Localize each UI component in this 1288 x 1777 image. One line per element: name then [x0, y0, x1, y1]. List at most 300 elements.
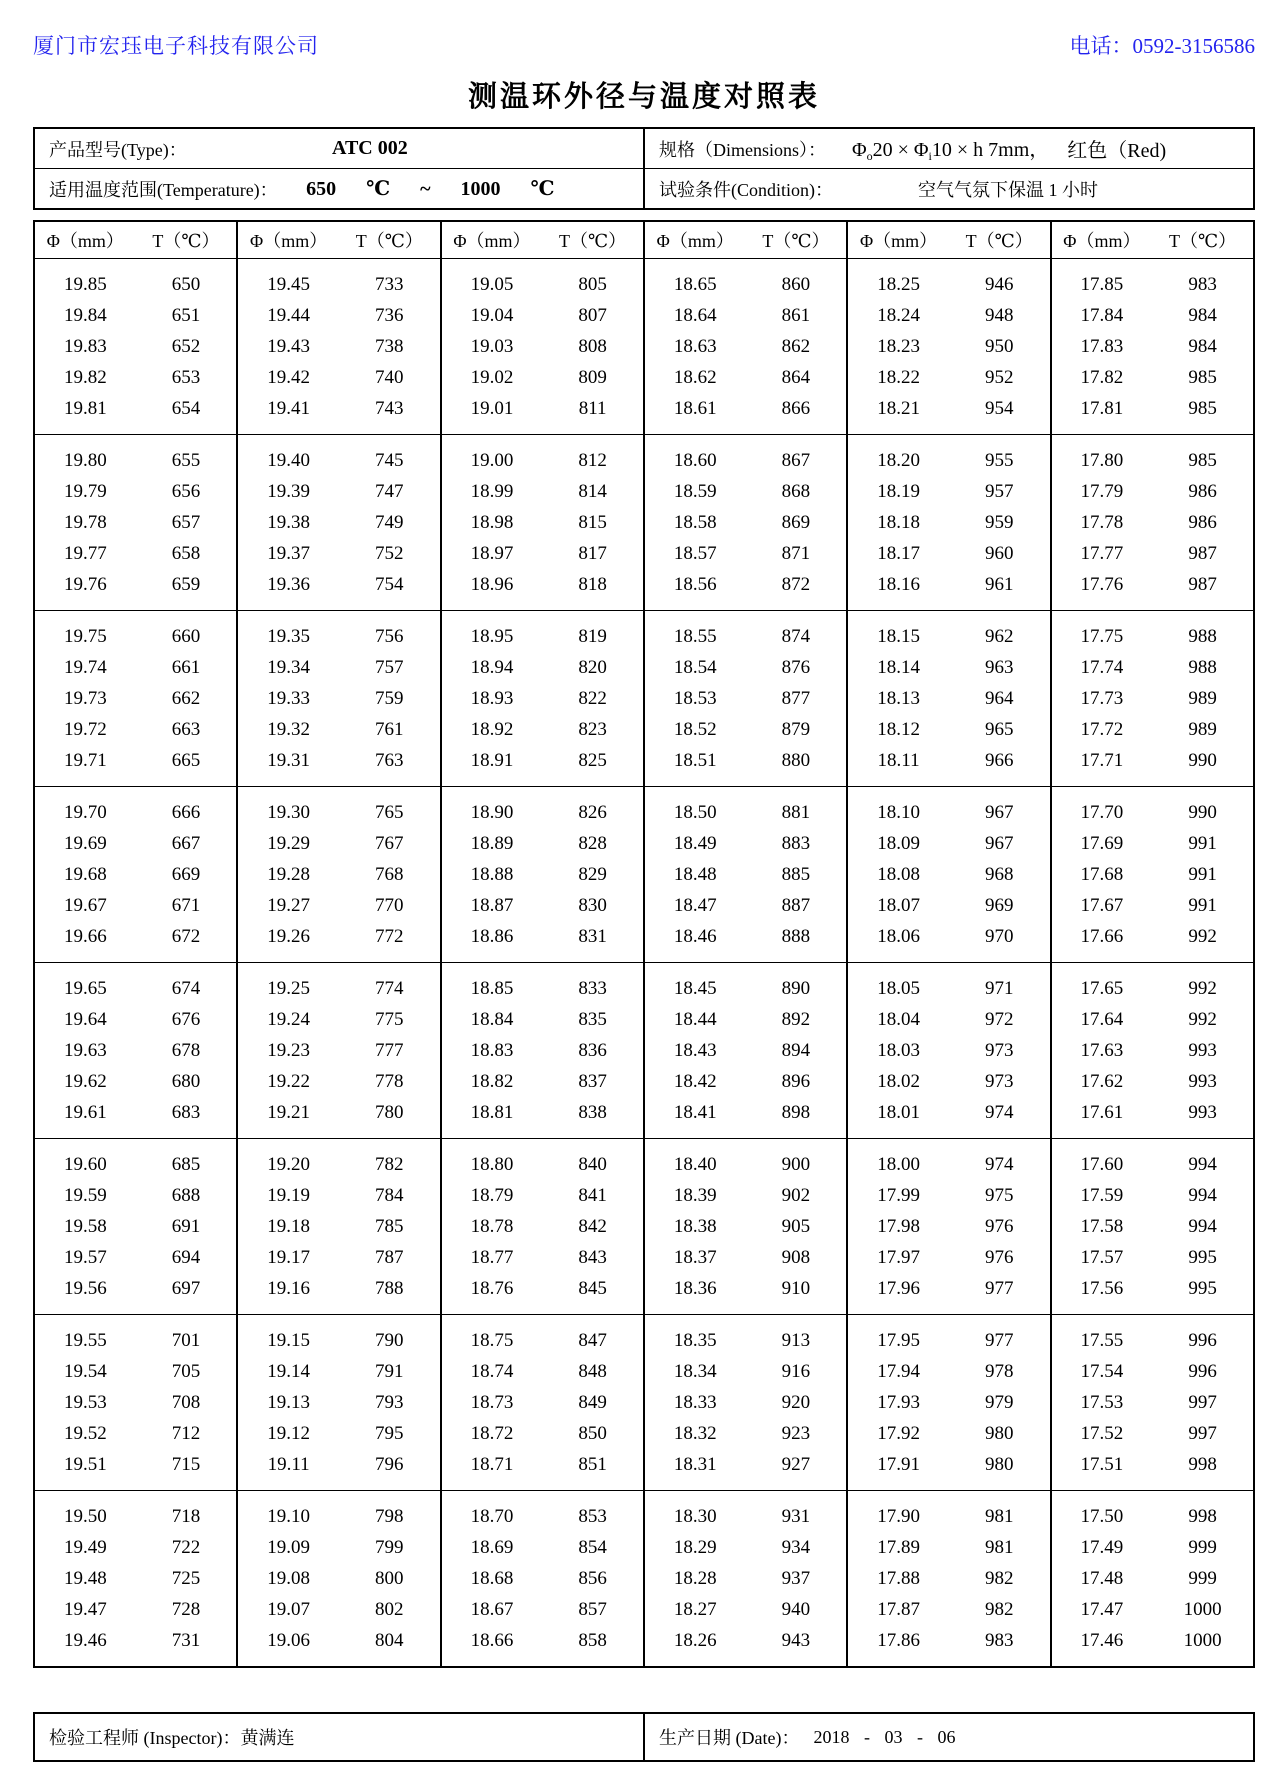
t-value: 817 — [578, 542, 607, 564]
phi-value: 17.59 — [1051, 1180, 1153, 1211]
t-value: 795 — [375, 1422, 404, 1444]
t-value: 940 — [781, 1598, 811, 1620]
phi-value: 19.36 — [237, 569, 339, 611]
phi-value: 19.07 — [237, 1594, 339, 1625]
phi-value: 19.38 — [237, 507, 339, 538]
phi-value: 18.27 — [644, 1594, 746, 1625]
phi-value: 19.16 — [237, 1273, 339, 1315]
phi-value: 18.66 — [441, 1625, 543, 1667]
phone-label: 电话： — [1069, 34, 1133, 58]
phi-value: 19.31 — [237, 745, 339, 787]
t-value: 674 — [171, 977, 201, 999]
t-value: 828 — [578, 832, 607, 854]
t-value: 809 — [578, 366, 607, 388]
phi-value: 18.38 — [644, 1211, 746, 1242]
t-value: 974 — [984, 1101, 1014, 1123]
phi-outer-symbol: Φ — [852, 139, 867, 161]
t-value: 666 — [171, 801, 201, 823]
t-value: 962 — [984, 625, 1014, 647]
phi-value: 17.86 — [847, 1625, 949, 1667]
t-value: 993 — [1188, 1039, 1217, 1061]
t-value: 923 — [781, 1422, 811, 1444]
t-value: 725 — [171, 1567, 201, 1589]
phi-value: 19.52 — [63, 1422, 107, 1444]
phi-value: 18.08 — [847, 859, 949, 890]
phi-value: 18.53 — [644, 683, 746, 714]
t-value: 819 — [578, 625, 607, 647]
t-value: 937 — [781, 1567, 811, 1589]
t-value: 765 — [375, 801, 404, 823]
phi-value: 17.56 — [1051, 1273, 1153, 1315]
t-value: 967 — [984, 832, 1014, 854]
phi-value: 17.60 — [1051, 1139, 1153, 1181]
phi-value: 17.81 — [1051, 393, 1153, 435]
phi-value: 18.35 — [644, 1315, 746, 1357]
t-value: 665 — [171, 749, 201, 771]
t-value: 902 — [781, 1184, 811, 1206]
t-value: 862 — [781, 335, 811, 357]
t-value: 856 — [578, 1567, 607, 1589]
phi-value: 17.95 — [847, 1315, 949, 1357]
t-value: 979 — [984, 1391, 1014, 1413]
phi-value: 18.68 — [441, 1563, 543, 1594]
phi-value: 19.65 — [63, 977, 107, 999]
phi-value: 19.18 — [237, 1211, 339, 1242]
t-value: 986 — [1188, 480, 1217, 502]
phi-value: 19.48 — [63, 1567, 107, 1589]
phi-value: 18.30 — [644, 1491, 746, 1533]
t-value: 728 — [171, 1598, 201, 1620]
phi-value: 18.87 — [441, 890, 543, 921]
t-value: 858 — [578, 1629, 607, 1651]
t-value: 992 — [1188, 925, 1217, 947]
t-value: 805 — [578, 273, 607, 295]
phi-value: 18.57 — [644, 538, 746, 569]
t-value: 976 — [984, 1215, 1014, 1237]
t-value: 971 — [984, 977, 1014, 999]
phi-value: 17.65 — [1051, 963, 1153, 1005]
phi-value: 18.14 — [847, 652, 949, 683]
t-value: 772 — [375, 925, 404, 947]
t-value: 683 — [171, 1101, 201, 1123]
phi-value: 18.11 — [847, 745, 949, 787]
phi-value: 17.49 — [1051, 1532, 1153, 1563]
phi-value: 19.77 — [63, 542, 107, 564]
phi-value: 18.97 — [441, 538, 543, 569]
t-value: 661 — [171, 656, 201, 678]
t-value: 978 — [984, 1360, 1014, 1382]
phi-value: 18.64 — [644, 300, 746, 331]
t-value: 851 — [578, 1453, 607, 1475]
phi-value: 17.73 — [1051, 683, 1153, 714]
t-value: 823 — [578, 718, 607, 740]
t-value: 866 — [781, 397, 811, 419]
phi-value: 19.50 — [63, 1505, 107, 1527]
phi-value: 17.61 — [1051, 1097, 1153, 1139]
phi-value: 19.33 — [237, 683, 339, 714]
phone-value: 0592-3156586 — [1132, 34, 1255, 58]
t-value: 883 — [781, 832, 811, 854]
phi-value: 17.57 — [1051, 1242, 1153, 1273]
phi-value: 17.76 — [1051, 569, 1153, 611]
t-value: 991 — [1188, 832, 1217, 854]
phi-value: 18.75 — [441, 1315, 543, 1357]
document-header — [33, 30, 1255, 60]
t-value: 993 — [1188, 1101, 1217, 1123]
phi-value: 19.58 — [63, 1215, 107, 1237]
phi-value: 17.84 — [1051, 300, 1153, 331]
phi-value: 18.95 — [441, 611, 543, 653]
t-value: 663 — [171, 718, 201, 740]
col-header-t: T（℃） — [339, 221, 441, 259]
phi-value: 17.71 — [1051, 745, 1153, 787]
phi-value: 19.57 — [63, 1246, 107, 1268]
dimensions-mid: 20 × — [872, 139, 914, 161]
phi-value: 18.60 — [644, 435, 746, 477]
phi-value: 18.34 — [644, 1356, 746, 1387]
phi-value: 18.22 — [847, 362, 949, 393]
phi-value: 19.03 — [441, 331, 543, 362]
t-value: 651 — [171, 304, 201, 326]
phi-value: 18.06 — [847, 921, 949, 963]
phi-value: 18.51 — [644, 745, 746, 787]
phi-value: 19.35 — [237, 611, 339, 653]
t-value: 874 — [781, 625, 811, 647]
t-value: 785 — [375, 1215, 404, 1237]
phi-value: 19.70 — [63, 801, 107, 823]
phi-value: 19.28 — [237, 859, 339, 890]
t-value: 761 — [375, 718, 404, 740]
t-value: 984 — [1188, 304, 1217, 326]
col-header-phi: Φ（mm） — [441, 221, 543, 259]
phi-value: 19.55 — [63, 1329, 107, 1351]
t-value: 992 — [1188, 977, 1217, 999]
phi-value: 18.80 — [441, 1139, 543, 1181]
t-value: 985 — [1188, 397, 1217, 419]
t-value: 747 — [375, 480, 404, 502]
phi-value: 17.66 — [1051, 921, 1153, 963]
phi-value: 19.02 — [441, 362, 543, 393]
phi-value: 19.81 — [63, 397, 107, 419]
phi-value: 17.82 — [1051, 362, 1153, 393]
phi-value: 18.04 — [847, 1004, 949, 1035]
t-value: 981 — [984, 1536, 1014, 1558]
t-value: 808 — [578, 335, 607, 357]
type-value: ATC 002 — [331, 137, 408, 159]
condition-cell — [644, 169, 1254, 210]
phi-value: 17.98 — [847, 1211, 949, 1242]
phi-value: 18.54 — [644, 652, 746, 683]
t-value: 848 — [578, 1360, 607, 1382]
t-value: 708 — [171, 1391, 201, 1413]
phi-value: 18.93 — [441, 683, 543, 714]
t-value: 908 — [781, 1246, 811, 1268]
t-value: 691 — [171, 1215, 201, 1237]
t-value: 861 — [781, 304, 811, 326]
phi-value: 19.26 — [237, 921, 339, 963]
t-value: 973 — [984, 1070, 1014, 1092]
t-value: 774 — [375, 977, 404, 999]
t-value: 790 — [375, 1329, 404, 1351]
t-value: 840 — [578, 1153, 607, 1175]
t-value: 796 — [375, 1453, 404, 1475]
t-value: 850 — [578, 1422, 607, 1444]
t-value: 946 — [984, 273, 1014, 295]
t-value: 830 — [578, 894, 607, 916]
phi-value: 19.66 — [63, 925, 107, 947]
t-value: 793 — [375, 1391, 404, 1413]
t-value: 948 — [984, 304, 1014, 326]
phi-value: 19.49 — [63, 1536, 107, 1558]
t-value: 943 — [781, 1629, 811, 1651]
phi-value: 18.33 — [644, 1387, 746, 1418]
t-value: 667 — [171, 832, 201, 854]
phi-value: 18.26 — [644, 1625, 746, 1667]
phi-value: 18.71 — [441, 1449, 543, 1491]
t-value: 811 — [578, 397, 607, 419]
phi-value: 19.27 — [237, 890, 339, 921]
t-value: 749 — [375, 511, 404, 533]
t-value: 913 — [781, 1329, 811, 1351]
phi-value: 17.70 — [1051, 787, 1153, 829]
phi-value: 17.47 — [1051, 1594, 1153, 1625]
phi-value: 19.84 — [63, 304, 107, 326]
phi-value: 17.88 — [847, 1563, 949, 1594]
color-value: 红色（Red) — [1067, 140, 1167, 162]
t-value: 654 — [171, 397, 201, 419]
phi-value: 18.47 — [644, 890, 746, 921]
phi-value: 19.80 — [63, 449, 107, 471]
t-value: 659 — [171, 573, 201, 595]
phi-value: 19.10 — [237, 1491, 339, 1533]
t-value: 715 — [171, 1453, 201, 1475]
phi-value: 17.99 — [847, 1180, 949, 1211]
t-value: 812 — [578, 449, 607, 471]
t-value: 688 — [171, 1184, 201, 1206]
t-value: 910 — [781, 1277, 811, 1299]
phi-value: 19.14 — [237, 1356, 339, 1387]
t-value: 800 — [375, 1567, 404, 1589]
t-value: 983 — [984, 1629, 1014, 1651]
t-value: 885 — [781, 863, 811, 885]
t-value: 733 — [375, 273, 404, 295]
phi-value: 17.55 — [1051, 1315, 1153, 1357]
phi-value: 18.83 — [441, 1035, 543, 1066]
phi-value: 18.92 — [441, 714, 543, 745]
phi-value: 18.74 — [441, 1356, 543, 1387]
phi-value: 18.73 — [441, 1387, 543, 1418]
t-value: 998 — [1188, 1453, 1217, 1475]
diameter-temperature-table — [33, 220, 1255, 1668]
t-value: 814 — [578, 480, 607, 502]
phi-value: 18.00 — [847, 1139, 949, 1181]
phi-value: 18.43 — [644, 1035, 746, 1066]
t-value: 767 — [375, 832, 404, 854]
t-value: 731 — [171, 1629, 201, 1651]
t-value: 934 — [781, 1536, 811, 1558]
phi-value: 18.46 — [644, 921, 746, 963]
phi-value: 17.51 — [1051, 1449, 1153, 1491]
phi-value: 19.01 — [441, 393, 543, 435]
t-value: 815 — [578, 511, 607, 533]
phi-value: 18.19 — [847, 476, 949, 507]
phi-value: 18.40 — [644, 1139, 746, 1181]
phi-value: 18.48 — [644, 859, 746, 890]
t-value: 967 — [984, 801, 1014, 823]
phi-value: 18.72 — [441, 1418, 543, 1449]
t-value: 804 — [375, 1629, 404, 1651]
phi-value: 18.29 — [644, 1532, 746, 1563]
phi-value: 19.44 — [237, 300, 339, 331]
phi-value: 18.76 — [441, 1273, 543, 1315]
phi-value: 19.24 — [237, 1004, 339, 1035]
t-value: 982 — [984, 1567, 1014, 1589]
dimensions-label: 规格（Dimensions）： — [659, 139, 827, 160]
phi-value: 18.23 — [847, 331, 949, 362]
t-value: 802 — [375, 1598, 404, 1620]
t-value: 964 — [984, 687, 1014, 709]
phi-value: 17.72 — [1051, 714, 1153, 745]
t-value: 745 — [375, 449, 404, 471]
t-value: 987 — [1188, 542, 1217, 564]
t-value: 788 — [375, 1277, 404, 1299]
date-value: 2018 - 03 - 06 — [813, 1726, 956, 1747]
page-title: 测温环外径与温度对照表 — [467, 81, 820, 113]
phi-value: 18.21 — [847, 393, 949, 435]
t-value: 995 — [1188, 1277, 1217, 1299]
phi-value: 18.28 — [644, 1563, 746, 1594]
t-value: 993 — [1188, 1070, 1217, 1092]
phi-value: 19.72 — [63, 718, 107, 740]
phi-value: 18.81 — [441, 1097, 543, 1139]
phi-value: 17.69 — [1051, 828, 1153, 859]
phi-value: 19.73 — [63, 687, 107, 709]
phi-value: 18.67 — [441, 1594, 543, 1625]
temperature-value: 650 ℃ ~ 1000 ℃ — [306, 178, 555, 200]
t-value: 837 — [578, 1070, 607, 1092]
dimensions-tail: 10 × h 7mm， — [931, 139, 1050, 161]
t-value: 831 — [578, 925, 607, 947]
temperature-range-cell — [34, 169, 644, 210]
phi-value: 18.24 — [847, 300, 949, 331]
t-value: 712 — [171, 1422, 201, 1444]
phi-value: 17.89 — [847, 1532, 949, 1563]
t-value: 826 — [578, 801, 607, 823]
phi-value: 19.64 — [63, 1008, 107, 1030]
phi-value: 18.12 — [847, 714, 949, 745]
phi-value: 17.75 — [1051, 611, 1153, 653]
t-value: 722 — [171, 1536, 201, 1558]
t-value: 829 — [578, 863, 607, 885]
t-value: 989 — [1188, 687, 1217, 709]
t-value: 975 — [984, 1184, 1014, 1206]
phi-value: 19.51 — [63, 1453, 107, 1475]
phi-value: 18.36 — [644, 1273, 746, 1315]
t-value: 842 — [578, 1215, 607, 1237]
t-value: 799 — [375, 1536, 404, 1558]
phi-value: 17.48 — [1051, 1563, 1153, 1594]
phi-value: 18.39 — [644, 1180, 746, 1211]
t-value: 872 — [781, 573, 811, 595]
phi-value: 18.25 — [847, 259, 949, 301]
t-value: 961 — [984, 573, 1014, 595]
t-value: 977 — [984, 1329, 1014, 1351]
t-value: 976 — [984, 1246, 1014, 1268]
t-value: 984 — [1188, 335, 1217, 357]
t-value: 970 — [984, 925, 1014, 947]
t-value: 890 — [781, 977, 811, 999]
t-value: 955 — [984, 449, 1014, 471]
t-value: 833 — [578, 977, 607, 999]
phi-value: 19.74 — [63, 656, 107, 678]
t-value: 820 — [578, 656, 607, 678]
t-value: 905 — [781, 1215, 811, 1237]
phi-value: 18.44 — [644, 1004, 746, 1035]
phi-value: 17.74 — [1051, 652, 1153, 683]
t-value: 853 — [578, 1505, 607, 1527]
phi-value: 18.05 — [847, 963, 949, 1005]
phi-value: 19.60 — [63, 1153, 107, 1175]
phi-value: 17.64 — [1051, 1004, 1153, 1035]
t-value: 1000 — [1183, 1598, 1222, 1620]
t-value: 743 — [375, 397, 404, 419]
phi-value: 18.89 — [441, 828, 543, 859]
phi-value: 19.83 — [63, 335, 107, 357]
phi-value: 19.54 — [63, 1360, 107, 1382]
phi-value: 17.94 — [847, 1356, 949, 1387]
t-value: 843 — [578, 1246, 607, 1268]
phi-value: 19.69 — [63, 832, 107, 854]
t-value: 657 — [171, 511, 201, 533]
t-value: 768 — [375, 863, 404, 885]
t-value: 775 — [375, 1008, 404, 1030]
t-value: 838 — [578, 1101, 607, 1123]
col-header-t: T（℃） — [136, 221, 238, 259]
type-label: 产品型号(Type)： — [49, 139, 187, 160]
t-value: 669 — [171, 863, 201, 885]
phi-value: 19.76 — [63, 573, 107, 595]
phi-value: 18.61 — [644, 393, 746, 435]
phi-value: 18.63 — [644, 331, 746, 362]
phi-value: 18.59 — [644, 476, 746, 507]
phi-value: 18.79 — [441, 1180, 543, 1211]
t-value: 697 — [171, 1277, 201, 1299]
t-value: 736 — [375, 304, 404, 326]
t-value: 954 — [984, 397, 1014, 419]
t-value: 950 — [984, 335, 1014, 357]
t-value: 881 — [781, 801, 811, 823]
phi-value: 17.97 — [847, 1242, 949, 1273]
phi-value: 18.32 — [644, 1418, 746, 1449]
phi-value: 19.17 — [237, 1242, 339, 1273]
phi-value: 18.84 — [441, 1004, 543, 1035]
temperature-label: 适用温度范围(Temperature)： — [49, 179, 278, 200]
t-value: 756 — [375, 625, 404, 647]
t-value: 989 — [1188, 718, 1217, 740]
phi-inner-symbol: Φ — [913, 139, 929, 161]
t-value: 825 — [578, 749, 607, 771]
phi-value: 19.45 — [237, 259, 339, 301]
col-header-t: T（℃） — [949, 221, 1051, 259]
phi-value: 18.15 — [847, 611, 949, 653]
t-value: 969 — [984, 894, 1014, 916]
col-header-phi: Φ（mm） — [1051, 221, 1153, 259]
t-value: 1000 — [1183, 1629, 1222, 1651]
t-value: 981 — [984, 1505, 1014, 1527]
t-value: 920 — [781, 1391, 811, 1413]
t-value: 759 — [375, 687, 404, 709]
t-value: 787 — [375, 1246, 404, 1268]
